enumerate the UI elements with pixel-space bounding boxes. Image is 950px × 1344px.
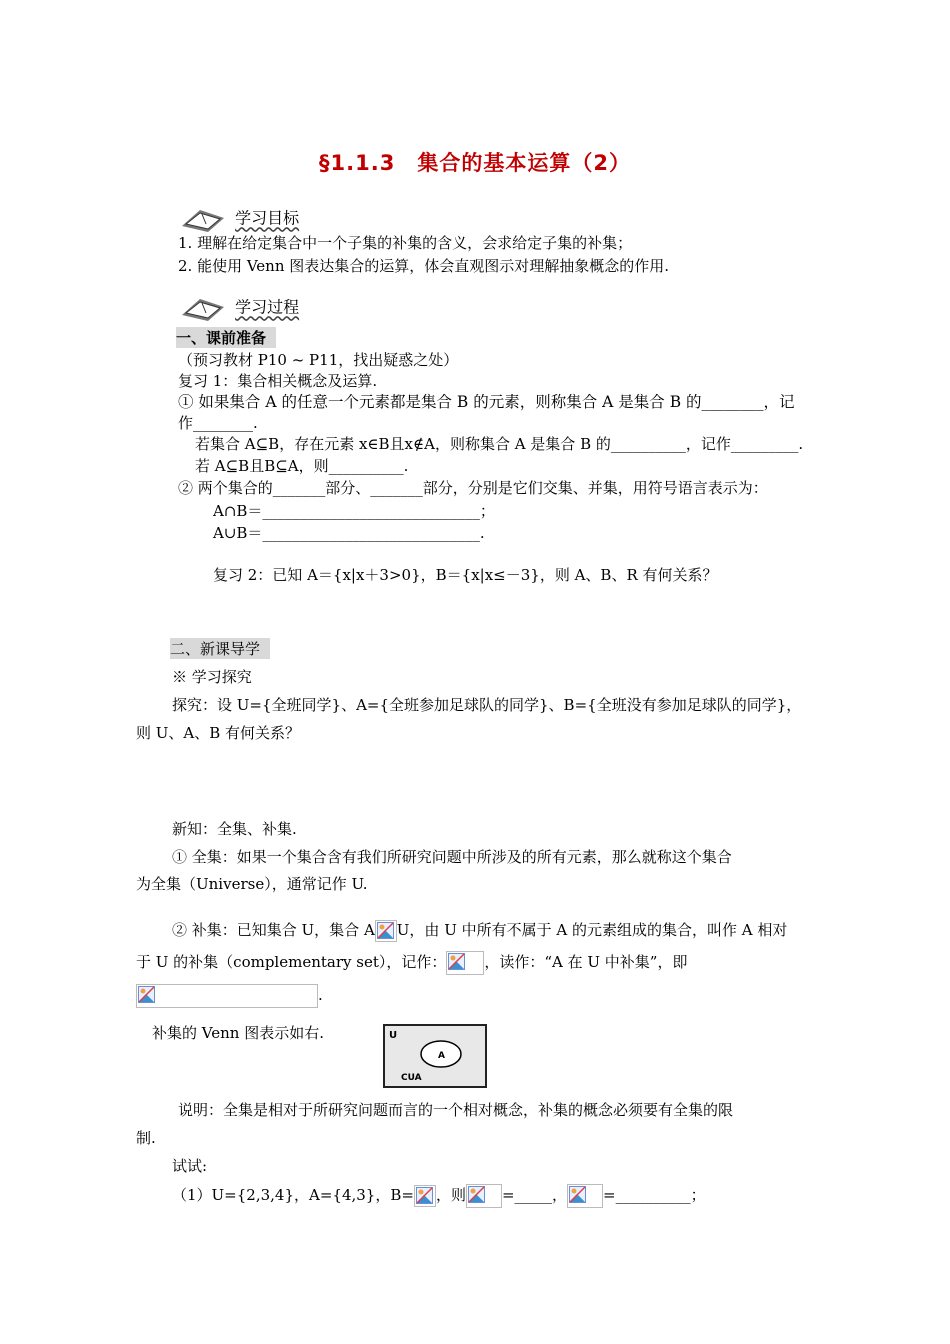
newlesson-title: 二、新课导学 [170, 638, 270, 659]
item4: ② 两个集合的_______部分、_______部分，分别是它们交集、并集，用符号语言表示为： [178, 479, 768, 497]
venn-label-u: U [389, 1030, 398, 1041]
subset-symbol-image [375, 920, 397, 942]
universe-def-2: 为全集（Universe），通常记作 U. [136, 875, 368, 893]
complement-text-2b: ，读作：“A 在 U 中补集”，即 [484, 953, 688, 971]
complement-text-3: . [318, 986, 323, 1004]
note-1: 说明：全集是相对于所研究问题而言的一个相对概念，补集的概念必须要有全集的限 [178, 1101, 734, 1119]
universe-def-1: ① 全集：如果一个集合含有我们所研究问题中所涉及的所有元素，那么就称这个集合 [172, 848, 732, 866]
review2: 复习 2：已知 A＝{x|x＋3>0}，B＝{x|x≤－3}，则 A、B、R 有何关系？ [213, 566, 718, 584]
complement-line-2 [136, 951, 687, 975]
page-title: §1.1.3 集合的基本运算（2） [319, 151, 631, 175]
complement-text-1b: U，由 U 中所有不属于 A 的元素组成的集合，叫作 A 相对 [396, 921, 788, 939]
complement-line-1 [172, 919, 787, 942]
goal-item: 2. 能使用 Venn 图表达集合的运算，体会直观图示对理解抽象概念的作用. [178, 257, 670, 275]
broken-image-icon [569, 1186, 586, 1203]
exercise-1-image-c [466, 1184, 502, 1208]
complement-notation-image [446, 951, 484, 975]
broken-image-icon [138, 986, 155, 1003]
item3: 若 A⊆B且B⊆A，则__________. [195, 457, 409, 475]
goals-header [178, 204, 299, 234]
exercise-1-text-a: （1）U={2,3,4}，A={4,3}，B= [172, 1186, 414, 1204]
item1a: ① 如果集合 A 的任意一个元素都是集合 B 的元素，则称集合 A 是集合 B 的________，记 [178, 393, 795, 411]
exercise-1 [172, 1184, 706, 1208]
broken-image-icon [468, 1186, 485, 1203]
exercise-1-text-d: =__________； [603, 1186, 706, 1204]
process-heading: 学习过程 [235, 297, 300, 317]
goals-heading: 学习目标 [235, 208, 300, 228]
union-line: A∪B＝_____________________________. [213, 524, 485, 542]
complement-line-3 [136, 984, 323, 1008]
exercise-1-image-d [567, 1184, 603, 1208]
venn-diagram [383, 1024, 487, 1088]
book-icon [178, 204, 230, 234]
book-icon [178, 293, 230, 323]
explore-heading: ※ 学习探究 [172, 668, 252, 686]
complement-text-1a: ② 补集：已知集合 U，集合 A [172, 921, 375, 939]
venn-label-a: A [438, 1051, 445, 1061]
note-2: 制. [136, 1129, 156, 1147]
review1: 复习 1：集合相关概念及运算. [178, 372, 378, 390]
intersection-line: A∩B＝_____________________________； [213, 502, 495, 520]
exercise-1-text-c: =_____， [501, 1186, 568, 1204]
complement-formula-image [136, 984, 318, 1008]
venn-caption: 补集的 Venn 图表示如右. [152, 1024, 324, 1042]
broken-image-icon [377, 922, 394, 939]
goal-item: 1. 理解在给定集合中一个子集的补集的含义，会求给定子集的补集； [178, 234, 633, 252]
prep-title: 一、课前准备 [176, 327, 276, 348]
exercise-1-text-b: ，则 [435, 1186, 466, 1204]
venn-label-cua: CUA [401, 1073, 422, 1083]
try-heading: 试试: [172, 1157, 208, 1175]
broken-image-icon [416, 1187, 433, 1204]
process-header [178, 293, 299, 323]
venn-drawing [385, 1026, 485, 1086]
explore-text-2: 则 U、A、B 有何关系？ [136, 724, 301, 742]
broken-image-icon [448, 953, 465, 970]
exercise-1-image-b [414, 1185, 436, 1207]
item1b: 作________. [178, 414, 258, 432]
new-knowledge: 新知：全集、补集. [172, 820, 297, 838]
explore-text: 探究：设 U={全班同学}、A={全班参加足球队的同学}、B={全班没有参加足球队的同学}， [172, 696, 802, 714]
prep-note: （预习教材 P10 ~ P11，找出疑惑之处） [178, 351, 459, 369]
item2: 若集合 A⊆B，存在元素 x∈B且x∉A，则称集合 A 是集合 B 的__________，记作_________. [195, 435, 804, 453]
complement-text-2a: 于 U 的补集（complementary set），记作： [136, 953, 447, 971]
